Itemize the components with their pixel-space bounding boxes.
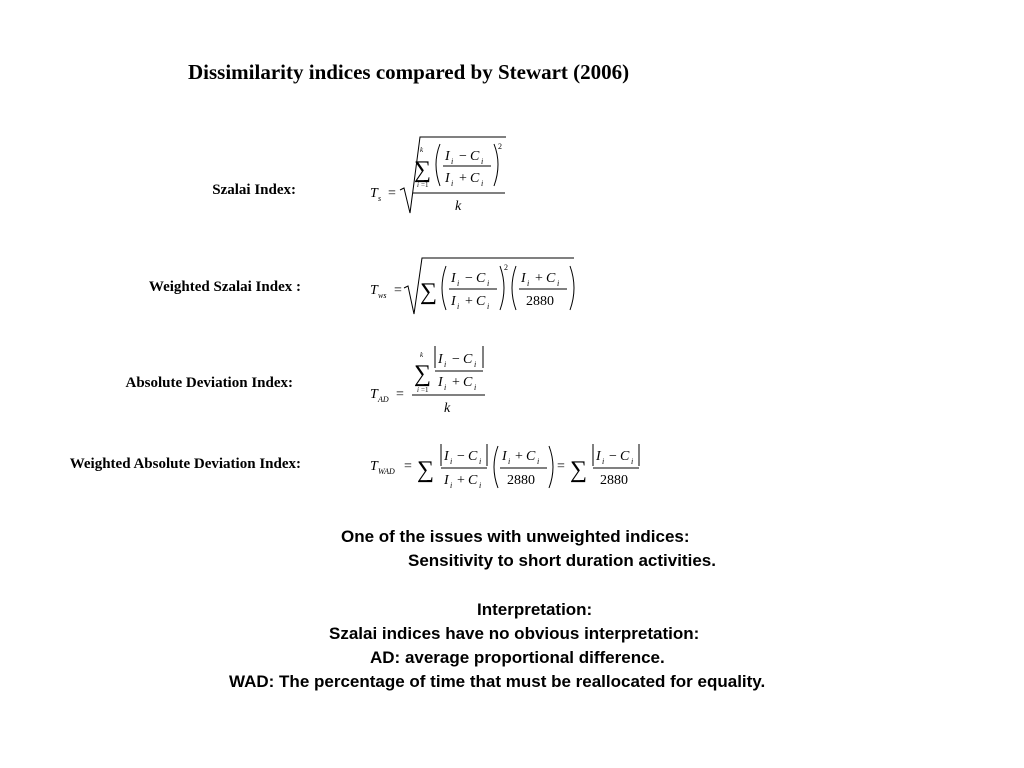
svg-text:−: − bbox=[465, 271, 473, 286]
svg-text:=: = bbox=[404, 459, 412, 474]
interpretation-heading: Interpretation: bbox=[477, 600, 593, 619]
svg-text:i: i bbox=[474, 383, 477, 392]
svg-text:+: + bbox=[452, 375, 460, 390]
svg-text:+: + bbox=[465, 294, 473, 309]
svg-text:k: k bbox=[455, 199, 462, 214]
svg-text:i: i bbox=[557, 279, 560, 288]
weighted-absolute-deviation-formula-group bbox=[370, 444, 639, 490]
svg-text:I: I bbox=[438, 375, 443, 390]
svg-text:=: = bbox=[557, 459, 565, 474]
svg-text:C: C bbox=[468, 473, 478, 488]
absolute-deviation-formula-group bbox=[370, 346, 485, 416]
svg-text:i: i bbox=[417, 181, 419, 189]
svg-text:i: i bbox=[457, 302, 460, 311]
svg-text:2: 2 bbox=[504, 263, 508, 272]
weighted-szalai-index-label: Weighted Szalai Index : bbox=[148, 279, 301, 295]
svg-text:2880: 2880 bbox=[600, 473, 628, 488]
svg-text:=: = bbox=[396, 387, 404, 402]
svg-text:I: I bbox=[438, 352, 443, 367]
svg-text:i: i bbox=[417, 386, 419, 394]
svg-text:=1: =1 bbox=[421, 181, 429, 189]
svg-text:2: 2 bbox=[498, 142, 502, 151]
svg-text:i: i bbox=[479, 457, 482, 466]
interpretation-szalai: Szalai indices have no obvious interpretation: bbox=[329, 624, 700, 643]
svg-text:i: i bbox=[450, 457, 453, 466]
interpretation-ad: AD: average proportional difference. bbox=[370, 648, 665, 667]
svg-text:T: T bbox=[370, 459, 378, 474]
svg-text:T: T bbox=[370, 387, 378, 402]
svg-text:C: C bbox=[463, 375, 473, 390]
svg-text:=: = bbox=[394, 283, 402, 298]
svg-text:i: i bbox=[527, 279, 530, 288]
svg-text:i: i bbox=[444, 383, 447, 392]
svg-text:∑: ∑ bbox=[414, 157, 432, 183]
svg-text:s: s bbox=[378, 194, 382, 203]
issue-heading: One of the issues with unweighted indices: bbox=[341, 527, 690, 546]
svg-text:C: C bbox=[526, 449, 536, 464]
svg-text:C: C bbox=[476, 271, 486, 286]
svg-text:−: − bbox=[609, 449, 617, 464]
svg-text:2880: 2880 bbox=[507, 473, 535, 488]
svg-text:+: + bbox=[459, 171, 467, 186]
svg-text:C: C bbox=[470, 149, 480, 164]
svg-text:∑: ∑ bbox=[414, 361, 432, 387]
svg-text:C: C bbox=[470, 171, 480, 186]
svg-text:=1: =1 bbox=[421, 386, 429, 394]
svg-text:C: C bbox=[463, 352, 473, 367]
svg-text:C: C bbox=[546, 271, 556, 286]
svg-text:−: − bbox=[459, 149, 467, 164]
svg-text:I: I bbox=[445, 149, 450, 164]
szalai-formula-group bbox=[370, 137, 506, 214]
svg-text:i: i bbox=[479, 481, 482, 490]
interpretation-wad: WAD: The percentage of time that must be reallocated for equality. bbox=[229, 672, 766, 691]
svg-text:k: k bbox=[444, 401, 451, 416]
svg-text:2880: 2880 bbox=[526, 294, 554, 309]
weighted-szalai-formula-group bbox=[370, 258, 574, 314]
svg-text:I: I bbox=[444, 449, 449, 464]
absolute-deviation-index-label: Absolute Deviation Index: bbox=[125, 375, 293, 391]
svg-text:I: I bbox=[521, 271, 526, 286]
svg-text:I: I bbox=[444, 473, 449, 488]
svg-text:i: i bbox=[481, 157, 484, 166]
svg-text:C: C bbox=[620, 449, 630, 464]
svg-text:T: T bbox=[370, 283, 378, 298]
svg-text:C: C bbox=[476, 294, 486, 309]
svg-text:i: i bbox=[481, 179, 484, 188]
svg-text:i: i bbox=[444, 360, 447, 369]
svg-text:i: i bbox=[451, 157, 454, 166]
svg-text:WAD: WAD bbox=[378, 467, 395, 476]
issue-text: Sensitivity to short duration activities. bbox=[408, 551, 716, 570]
svg-text:C: C bbox=[468, 449, 478, 464]
svg-text:I: I bbox=[596, 449, 601, 464]
svg-text:=: = bbox=[388, 186, 396, 201]
svg-text:+: + bbox=[535, 271, 543, 286]
svg-text:∑: ∑ bbox=[420, 279, 438, 305]
svg-text:I: I bbox=[451, 271, 456, 286]
svg-text:AD: AD bbox=[378, 395, 389, 404]
svg-text:ws: ws bbox=[378, 291, 387, 300]
svg-text:∑: ∑ bbox=[570, 457, 588, 483]
svg-text:I: I bbox=[451, 294, 456, 309]
svg-text:T: T bbox=[370, 186, 378, 201]
weighted-absolute-deviation-index-label: Weighted Absolute Deviation Index: bbox=[69, 456, 301, 472]
svg-text:i: i bbox=[537, 457, 540, 466]
svg-text:I: I bbox=[502, 449, 507, 464]
svg-text:+: + bbox=[515, 449, 523, 464]
svg-text:I: I bbox=[445, 171, 450, 186]
svg-text:i: i bbox=[474, 360, 477, 369]
svg-text:i: i bbox=[631, 457, 634, 466]
svg-text:i: i bbox=[487, 279, 490, 288]
svg-text:∑: ∑ bbox=[417, 457, 435, 483]
svg-text:−: − bbox=[452, 352, 460, 367]
svg-text:k: k bbox=[420, 351, 424, 359]
svg-text:i: i bbox=[457, 279, 460, 288]
page-title: Dissimilarity indices compared by Stewart (2006) bbox=[188, 60, 630, 84]
svg-text:i: i bbox=[487, 302, 490, 311]
svg-text:i: i bbox=[602, 457, 605, 466]
szalai-index-label: Szalai Index: bbox=[212, 182, 296, 198]
svg-text:−: − bbox=[457, 449, 465, 464]
svg-text:k: k bbox=[420, 146, 424, 154]
svg-text:i: i bbox=[451, 179, 454, 188]
svg-text:i: i bbox=[450, 481, 453, 490]
svg-text:+: + bbox=[457, 473, 465, 488]
svg-text:i: i bbox=[508, 457, 511, 466]
